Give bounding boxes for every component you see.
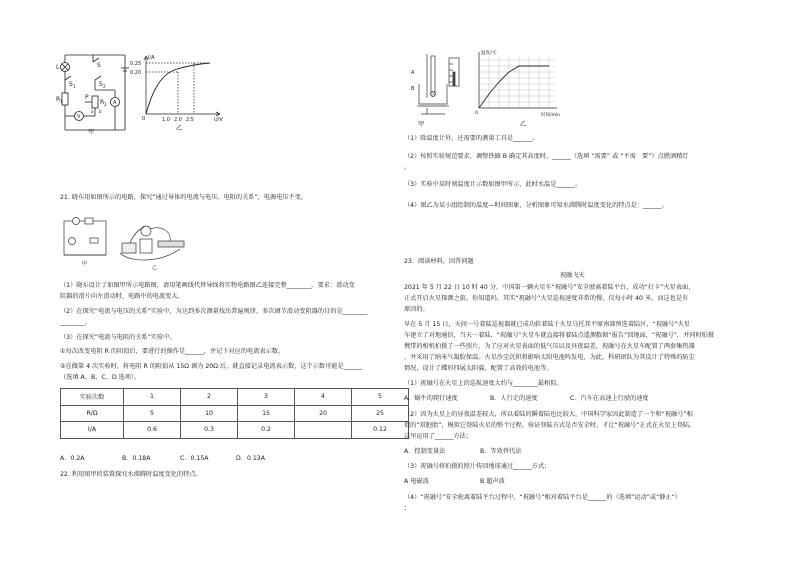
- label-S: S: [97, 62, 101, 69]
- table-row: [61, 405, 409, 422]
- q21-option-d: D．0.13A: [236, 455, 265, 462]
- q21-part3b-line1: ②在做第 4 次实验时，将电阻 R 的阻值从 15Ω 调为 20Ω 后，就直接记录电流表示数，这个示数可能是______: [60, 363, 363, 370]
- q23-stem: 23．阅读材料，回答问题: [404, 258, 474, 265]
- q21-part2-line2: ________。: [60, 319, 91, 326]
- q22-q2-line1: （2）按照实验规范要求，调整铁圈 B 确定其高度时，______（选填 “需要” 或 “不需 要”）点燃酒精灯: [404, 153, 689, 160]
- table-cell: 2: [181, 389, 238, 406]
- q23-para2-line2: 车建立了对地通信，当天一着陆，“祝融号”火星车就直接将着陆点遥测数据“报告”回地面，“祝融号”，并同时拍摄: [404, 332, 715, 339]
- q21-part1-line2: 阻器的滑片向左滑动时，电路中的电流变大。: [60, 293, 184, 300]
- svg-text:A: A: [411, 70, 415, 76]
- q21-part3a: ①每次改变电阻 R 的阻值后，要进行的操作是______，并记下对应的电流表示数。: [60, 348, 285, 355]
- label-V: V: [77, 114, 81, 120]
- q23-q1-option-c: C．汽车在高速上行驶的速度: [570, 395, 649, 402]
- q23-para2-line3: 携带的相机拍摄了一些照片，为了应对火星表面的低气压以及昼夜温差，祝融号在火星车配置了两套集热器: [404, 343, 695, 350]
- label-S1: S: [69, 81, 73, 88]
- label-b: b: [99, 109, 102, 114]
- table-cell: 3: [238, 389, 295, 406]
- table-cell: I/A: [61, 422, 124, 439]
- graph-origin: 0: [142, 116, 146, 122]
- experiment-table: [60, 388, 409, 439]
- q23-q2-line3: 这里运用了______方法；: [404, 433, 473, 440]
- q23-para2-line1: 早在 5 月 15 日，天问一号着陆巡视器就已成功软着陆于火星乌托邦平原南部预选着陆区，“祝融号”火星: [404, 321, 690, 328]
- q23-para1-line1: 2021 年 5 月 22 日 10 时 40 分，中国第一辆火星车“祝融号”安全驶离着陆平台，成功“打卡”火星表面，: [404, 284, 695, 291]
- table-cell: 5: [352, 389, 409, 406]
- label-R1: R: [56, 96, 61, 103]
- table-row: [61, 389, 409, 406]
- q23-q3: （3）祝融号将拍摄的照片传回地球通过______方式；: [404, 463, 551, 470]
- table-cell: 0.12: [352, 422, 409, 439]
- table-cell: 10: [181, 405, 238, 422]
- q22-q1: （1）除温度计外，还需要的测量工具是______。: [404, 135, 538, 142]
- q22-stem: 22. 利用图甲的装置探究水沸腾时温度变化的特点。: [60, 471, 202, 478]
- table-cell: R/Ω: [61, 405, 124, 422]
- q23-q4-line2: ；: [404, 505, 411, 512]
- table-cell: 20: [295, 405, 352, 422]
- q21-caption-jia: 甲: [82, 261, 88, 267]
- q22-q4: （4）图乙为某小组绘制的温度—时间图象，分析图象可知水沸腾时温度变化的特点是：______。: [404, 202, 668, 209]
- q21-part2-line1: （2）在探究“电流与电压的关系”实验中，为达到多次测量找出普遍规律，多次调节滑动变阻器的目的是________: [60, 308, 368, 315]
- q22-graph-xlabel: 时间/min: [541, 113, 561, 118]
- label-P: P: [85, 94, 89, 101]
- graph-xlabel: U/V: [214, 117, 223, 122]
- xtick-10: 1.0: [162, 117, 170, 122]
- table-cell: 实验次数: [61, 389, 124, 406]
- sub-2: 2: [103, 84, 106, 89]
- table-cell: [295, 422, 352, 439]
- table-cell: 15: [238, 405, 295, 422]
- fig-caption-jia: 甲: [88, 129, 95, 136]
- table-cell: 0.6: [124, 422, 181, 439]
- q23-q1-option-a: A．蜗牛的爬行速度: [404, 395, 458, 402]
- q22-fig-caption-jia: 甲: [418, 121, 425, 128]
- label-L: L: [56, 64, 60, 71]
- q22-fig-caption-yi: 乙: [520, 121, 527, 128]
- q22-thermometer-figure: [405, 50, 465, 120]
- q21-caption-yi: 乙: [152, 265, 158, 270]
- sub-r2: 2: [104, 102, 107, 107]
- label-S2: S: [99, 81, 103, 88]
- sub-1: 1: [73, 84, 76, 89]
- table-cell: 1: [124, 389, 181, 406]
- table-cell: 25: [352, 405, 409, 422]
- q23-para2-line5: 情况，设计了蝶形四展太阳翼，配置了高效的电池等。: [404, 365, 553, 372]
- label-A: A: [113, 100, 117, 106]
- svg-text:B: B: [411, 86, 415, 92]
- iu-graph: [128, 52, 228, 122]
- q23-q3-option-b: B 超声波: [480, 478, 505, 485]
- table-row: [61, 422, 409, 439]
- graph-ylabel: I/A: [148, 55, 155, 61]
- q22-q2-line2: 。: [404, 164, 411, 171]
- sub-r1: 1: [60, 99, 63, 104]
- q23-q4-line1: （4）“祝融号”安全驶离着陆平台过程中，“祝融号”相对着陆平台是______的（选填“运动”或“静止”）: [404, 494, 682, 501]
- ytick-020: 0.20: [130, 70, 142, 76]
- q23-q2-option-b: B．等效替代法: [480, 448, 522, 455]
- circuit-diagram-a: [55, 50, 135, 135]
- q21-option-b: B．0.18A: [122, 455, 151, 462]
- q23-title: 祝融飞天: [560, 272, 585, 279]
- q22-graph-origin: 0: [475, 111, 478, 116]
- q21-part1-line1: （1）晓东设计了如图甲所示电路图，请用笔画线代替导线将实物电路图乙连接完整________。要求：滑动变: [60, 282, 355, 289]
- q22-q3: （3）实验中某时刻温度计示数如图甲所示，此时水温是______。: [404, 181, 582, 188]
- table-cell: 4: [295, 389, 352, 406]
- xtick-20: 2.0: [174, 117, 182, 122]
- q23-q2-line2: 似的“双胞胎”，模拟它登陆火星的整个过程，验证登陆方式是否安全时，才让“祝融号”正式在火星上登陆。: [404, 422, 696, 429]
- xtick-25: 2.5: [186, 117, 194, 122]
- q23-q2-line1: （2）因为火星上的昼夜温差较大，所以着陆的瞬着陆也比较大，中国科学家因此制造了一个和“祝融号”相: [404, 411, 693, 418]
- q21-stem: 21. 晓东用如图所示的电路，探究“通过导体的电流与电压、电阻的关系”，电源电压不变。: [60, 194, 308, 201]
- q21-part3b-line2: （选填 A、B、C、D 选项）。: [60, 374, 141, 381]
- q23-q1: （1）祝融号在火星上的巡航速度大约与________最相似。: [404, 380, 563, 387]
- label-a: a: [91, 109, 94, 114]
- q23-para2-line4: ，并采用了纳米气凝胶保温。火星沙尘沉积将影响太阳电池阵发电，为此，科研团队为其设计了特殊的防尘: [404, 354, 695, 361]
- q22-graph-ylabel: 温度/℃: [481, 51, 497, 56]
- q22-temperature-graph: [465, 48, 565, 120]
- q23-q3-option-a: A 电磁波: [404, 478, 429, 485]
- q21-part3: （3）在探究“电流与电阻的关系”实验中。: [60, 334, 176, 341]
- q23-q1-option-b: B．人行走的速度: [490, 395, 538, 402]
- table-cell: 5: [124, 405, 181, 422]
- q21-option-c: C．0.15A: [180, 455, 209, 462]
- q23-para1-line3: 原因的。: [404, 306, 429, 313]
- table-cell: 0.3: [181, 422, 238, 439]
- table-cell: 0.2: [238, 422, 295, 439]
- q21-option-a: A．0.2A: [60, 455, 85, 462]
- ytick-025: 0.25: [130, 61, 142, 67]
- q23-q2-option-a: A．控制变量法: [404, 448, 446, 455]
- q21-circuit-figures: [60, 215, 200, 270]
- fig-caption-yi: 乙: [176, 125, 183, 132]
- label-R2: R: [100, 99, 105, 106]
- q23-para1-line2: 正式开启火星探测之旅。你知道吗，其实“祝融号”火星巡视速度非常的慢，仅每小时 40 米，而这也是有: [404, 295, 689, 302]
